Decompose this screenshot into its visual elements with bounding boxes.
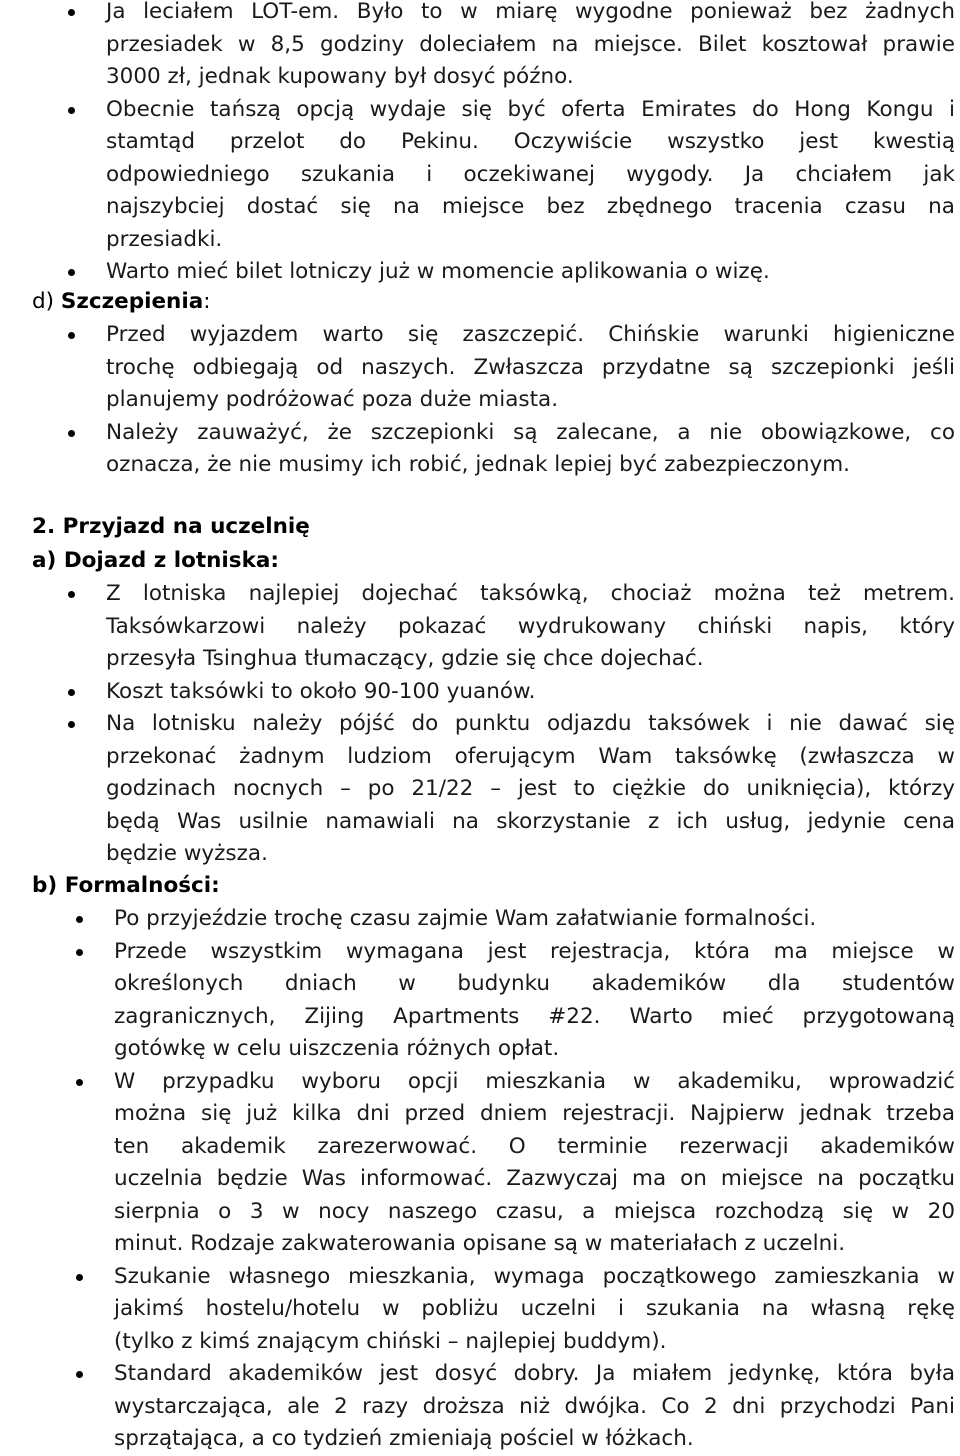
bullet-icon <box>76 1371 83 1378</box>
paragraph-line: Przede wszystkim wymagana jest rejestracja, która ma miejsce w <box>114 938 955 964</box>
bullet-icon <box>68 591 75 598</box>
paragraph-line: Z lotniska najlepiej dojechać taksówką, chociaż można też metrem. <box>106 581 955 606</box>
paragraph-line: uczelnia będzie Was informować. Zazwyczaj ma on miejsce na początku <box>114 1166 955 1191</box>
section-title: 2. Przyjazd na uczelnię <box>32 514 310 539</box>
paragraph-line: przesiadki. <box>106 226 223 252</box>
bullet-icon <box>76 1079 83 1086</box>
list-item <box>0 1261 960 1359</box>
bullet-icon <box>68 269 75 276</box>
formalities-bullet-list <box>0 903 960 1456</box>
paragraph-line: odpowiedniego szukania i oczekiwanej wygody. Ja chciałem jak <box>106 161 955 187</box>
paragraph-line: sierpnia o 3 w nocy naszego czasu, a miejsca rozchodzą się w 20 <box>114 1198 955 1224</box>
paragraph-line: przekonać żadnym ludziom oferującym Wam taksówkę (zwłaszcza w <box>106 743 955 769</box>
paragraph-line: W przypadku wyboru opcji mieszkania w akademiku, wprowadzić <box>114 1068 955 1094</box>
paragraph-line: przesyła Tsinghua tłumaczący, gdzie się chce dojechać. <box>106 646 704 671</box>
paragraph-line: Przed wyjazdem warto się zaszczepić. Chińskie warunki higieniczne <box>106 322 955 347</box>
travel-bullet-list <box>0 0 960 289</box>
vaccines-bullet-list <box>0 319 960 482</box>
paragraph-line: oznacza, że nie musimy ich robić, jednak lepiej być zabezpieczonym. <box>106 452 851 477</box>
paragraph-line: godzinach nocnych – po 21/22 – jest to ciężkie do uniknięcia), którzy <box>106 776 955 801</box>
paragraph-line: gotówkę w celu uiszczenia różnych opłat. <box>114 1036 560 1061</box>
paragraph-line: stamtąd przelot do Pekinu. Oczywiście wszystko jest kwestią <box>106 129 955 154</box>
list-item <box>0 417 960 482</box>
paragraph-line: planujemy podróżować poza duże miasta. <box>106 387 559 412</box>
bullet-icon <box>68 332 75 339</box>
paragraph-line: (tylko z kimś znającym chiński – najlepiej buddym). <box>114 1328 667 1354</box>
paragraph-line: Na lotnisku należy pójść do punktu odjazdu taksówek i nie dawać się <box>106 711 955 736</box>
paragraph-line: jakimś hostelu/hotelu w pobliżu uczelni i szukania na własną rękę <box>114 1296 955 1321</box>
list-item <box>0 676 960 709</box>
list-item <box>0 903 960 936</box>
paragraph-line: Obecnie tańszą opcją wydaje się być oferta Emirates do Hong Kongu i <box>106 96 955 122</box>
bullet-icon <box>68 107 75 114</box>
paragraph-line: sprzątająca, a co tydzień zmieniają pościel w łóżkach. <box>114 1426 694 1451</box>
list-item <box>0 578 960 676</box>
airport-bullet-list <box>0 578 960 871</box>
bullet-icon <box>76 1274 83 1281</box>
bullet-icon <box>68 721 75 728</box>
list-item <box>0 256 960 289</box>
paragraph-line: Ja leciałem LOT-em. Było to w miarę wygodne ponieważ bez żadnych <box>106 0 955 24</box>
bullet-icon <box>68 689 75 696</box>
paragraph-line: przesiadek w 8,5 godziny doleciałem na miejsce. Bilet kosztował prawie <box>106 31 955 57</box>
paragraph-line: ten akademik zarezerwować. O terminie rezerwacji akademików <box>114 1133 955 1159</box>
paragraph-line: określonych dniach w budynku akademików dla studentów <box>114 971 955 996</box>
bullet-icon <box>68 9 75 16</box>
paragraph-line: Standard akademików jest dosyć dobry. Ja miałem jedynkę, która była <box>114 1361 955 1386</box>
paragraph-line: będą Was usilnie namawiali na skorzystanie z ich usług, jedynie cena <box>106 808 955 834</box>
paragraph-line: minut. Rodzaje zakwaterowania opisane są w materiałach z uczelni. <box>114 1231 846 1256</box>
bullet-icon <box>76 916 83 923</box>
paragraph-line: Koszt taksówki to około 90-100 yuanów. <box>106 678 536 704</box>
airport-heading: a) Dojazd z lotniska: <box>32 548 279 573</box>
paragraph-line: Po przyjeździe trochę czasu zajmie Wam załatwianie formalności. <box>114 906 817 931</box>
paragraph-line: zagranicznych, Zijing Apartments #22. Warto mieć przygotowaną <box>114 1003 955 1029</box>
paragraph-line: będzie wyższa. <box>106 841 268 866</box>
list-item <box>0 94 960 257</box>
vaccines-heading: d) Szczepienia: <box>32 289 211 314</box>
paragraph-line: można się już kilka dni przed dniem rejestracji. Najpierw jednak trzeba <box>114 1101 955 1126</box>
paragraph-line: Warto mieć bilet lotniczy już w momencie aplikowania o wizę. <box>106 259 770 284</box>
paragraph-line: Szukanie własnego mieszkania, wymaga początkowego zamieszkania w <box>114 1263 955 1289</box>
bullet-icon <box>68 430 75 437</box>
list-item <box>0 1066 960 1261</box>
list-item <box>0 319 960 417</box>
paragraph-line: Należy zauważyć, że szczepionki są zalecane, a nie obowiązkowe, co <box>106 419 955 445</box>
list-item <box>0 0 960 94</box>
formalities-heading: b) Formalności: <box>32 873 220 898</box>
bullet-icon <box>76 949 83 956</box>
paragraph-line: 3000 zł, jednak kupowany był dosyć późno. <box>106 64 574 89</box>
list-item <box>0 936 960 1066</box>
list-item <box>0 708 960 871</box>
paragraph-line: Taksówkarzowi należy pokazać wydrukowany chiński napis, który <box>106 613 955 639</box>
paragraph-line: najszybciej dostać się na miejsce bez zbędnego tracenia czasu na <box>106 194 955 219</box>
paragraph-line: wystarczająca, ale 2 razy droższa niż dwójka. Co 2 dni przychodzi Pani <box>114 1393 955 1419</box>
list-item <box>0 1358 960 1456</box>
paragraph-line: trochę odbiegają od naszych. Zwłaszcza przydatne są szczepionki jeśli <box>106 354 955 380</box>
